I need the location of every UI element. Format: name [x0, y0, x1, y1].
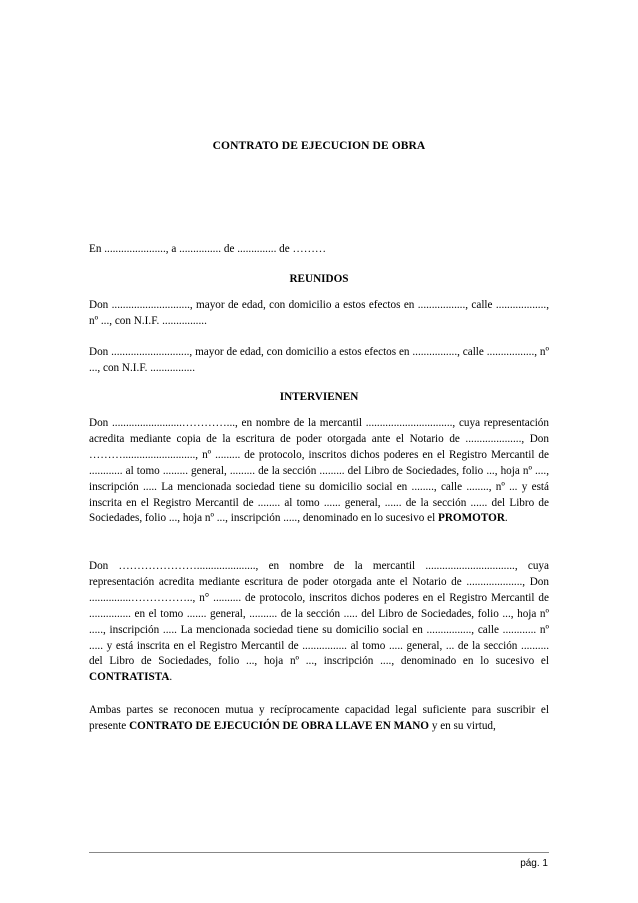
- promotor-end: .: [504, 512, 508, 525]
- reunidos-party-1: [89, 298, 549, 330]
- place-date-line: [89, 242, 549, 258]
- heading-reunidos: REUNIDOS: [289, 273, 349, 285]
- contratista-role: CONTRATISTA: [89, 671, 170, 684]
- closing-paragraph: [89, 703, 549, 735]
- heading-intervienen: INTERVIENEN: [279, 391, 359, 403]
- contract-name: CONTRATO DE EJECUCIÓN DE OBRA LLAVE EN MANO: [129, 719, 430, 732]
- contratista-end: .: [169, 671, 173, 684]
- promotor-role: PROMOTOR: [437, 512, 505, 525]
- contratista-paragraph: [89, 559, 549, 686]
- page-number: pág. 1: [520, 858, 548, 869]
- closing-text: Ambas partes se reconocen mutua y recíprocamente capacidad legal suficiente para suscribir el presente: [89, 704, 549, 732]
- footer-divider: [89, 852, 549, 853]
- contratista-text: Don …………………....................., en nombre de la mercantil ................................, cuya representación acredita mediante escritura de poder otorgada ante el Notario de ...................., Don ...............…………….., n° .......... de protocolo, inscritos dichos poderes en el Registro Mercantil de ............... en el tomo ....... general, .......... de la sección ..... del Libro de Sociedades, folio ..., hoja nº ....., inscripción ..... La mencionada sociedad tiene su domicilio social en ................, calle ............ nº ..... y está inscrita en el Registro Mercantil de ................ al tomo ..... general, ... de la sección .......... del Libro de Sociedades, folio ..., hoja nº ..., inscripción ...., denominado en lo sucesivo el: [89, 560, 549, 668]
- document-title: CONTRATO DE EJECUCION DE OBRA: [212, 140, 426, 152]
- closing-end: y en su virtud,: [431, 719, 496, 732]
- promotor-text: Don .........................…………..., en nombre de la mercantil ..............................., cuya representación acredita mediante copia de la escritura de poder otorgada ante el Notario de ...................., Don ……….........................., nº ......... de protocolo, inscritos dichos poderes en el Registro Mercantil de ............ al tomo ......... general, ......... de la sección ......... del Libro de Sociedades, folio ..., hoja nº ...., inscripción ..... La mencionada sociedad tiene su domicilio social en ........, calle ........, nº ... y está inscrita en el Registro Mercantil de ........ al tomo ...... general, ...... de la sección ...... del Libro de Sociedades, folio ..., hoja nº ..., inscripción ....., denominado en lo sucesivo el: [89, 417, 549, 525]
- promotor-paragraph: [89, 416, 549, 527]
- reunidos-party-2-text: Don ............................, mayor de edad, con domicilio a estos efectos en ................, calle ................., nº ..., con N.I.F. ................: [89, 346, 549, 374]
- place-date-text: En ......................, a ............... de .............. de ………: [89, 243, 327, 255]
- reunidos-party-1-text: Don ............................, mayor de edad, con domicilio a estos efectos en ................., calle .................., nº ..., con N.I.F. ................: [89, 299, 549, 327]
- reunidos-party-2: [89, 345, 549, 377]
